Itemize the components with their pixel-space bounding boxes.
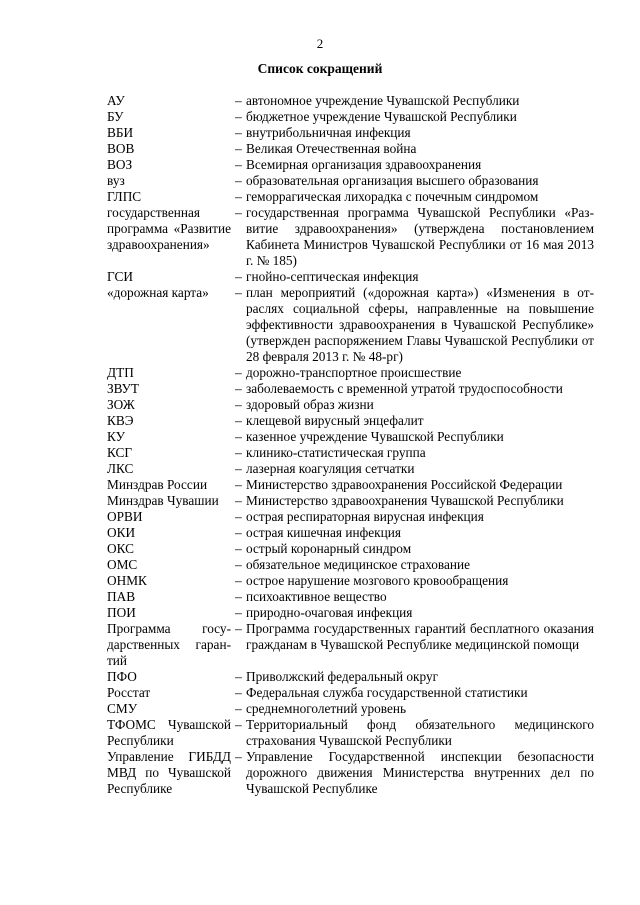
abbreviation-term: ЗВУТ [107,381,139,396]
abbreviation-definition: острая респираторная вирусная инфекция [246,509,484,524]
abbreviation-row [107,189,594,205]
abbreviation-definition: природно-очаговая инфекция [246,605,413,620]
abbreviation-definition: среднемноголетний уровень [246,701,407,716]
abbreviation-term: ТФОМС Чувашской Республики [107,717,231,748]
abbreviation-dash: – [235,429,242,444]
abbreviation-term: ГЛПС [107,189,142,204]
abbreviation-term: ДТП [107,365,134,380]
abbreviation-term: «дорожная карта» [107,285,209,300]
abbreviation-term: СМУ [107,701,138,716]
abbreviation-definition: психоактивное вещество [246,589,387,604]
abbreviation-row [107,445,594,461]
abbreviation-dash: – [235,93,242,108]
abbreviation-definition: острая кишечная инфекция [246,525,401,540]
abbreviation-row [107,125,594,141]
abbreviation-term: КВЭ [107,413,134,428]
abbreviation-definition: заболеваемость с временной утратой трудоспособности [246,381,563,396]
page-number: 2 [316,36,324,51]
abbreviation-row [107,93,594,109]
abbreviation-dash: – [235,717,242,732]
abbreviation-dash: – [235,141,242,156]
abbreviation-dash: – [235,541,242,556]
abbreviation-row [107,701,594,717]
abbreviation-definition: Великая Отечественная война [246,141,417,156]
abbreviation-definition: государственная программа Чувашской Республики «Развитие здравоохранения» (утверждена постановлением Кабинета Министров Чувашской Республики от 16 мая 2013 г. № 185) [246,205,594,268]
abbreviation-row [107,477,594,493]
abbreviation-term: ОМС [107,557,138,572]
abbreviation-dash: – [235,685,242,700]
abbreviation-dash: – [235,125,242,140]
abbreviation-term: Управление ГИБДД МВД по Чувашской Республике [107,749,231,796]
abbreviation-row [107,173,594,189]
abbreviation-row [107,749,594,797]
abbreviation-definition: дорожно-транспортное происшествие [246,365,462,380]
abbreviation-definition: острый коронарный синдром [246,541,412,556]
abbreviation-row [107,669,594,685]
abbreviation-term: ГСИ [107,269,133,284]
abbreviation-dash: – [235,269,242,284]
abbreviation-dash: – [235,173,242,188]
abbreviation-definition: клещевой вирусный энцефалит [246,413,424,428]
abbreviation-row [107,381,594,397]
abbreviation-row [107,557,594,573]
abbreviation-dash: – [235,525,242,540]
abbreviation-dash: – [235,109,242,124]
abbreviation-row [107,429,594,445]
abbreviation-definition: Территориальный фонд обязательного медицинского страхования Чувашской Республики [246,717,594,748]
abbreviation-dash: – [235,589,242,604]
abbreviation-dash: – [235,461,242,476]
abbreviation-term: ОКС [107,541,135,556]
abbreviation-definition: Приволжский федеральный округ [246,669,439,684]
abbreviation-row [107,269,594,285]
abbreviation-definition: Программа государственных гарантий бесплатного оказания гражданам в Чувашской Республике медицинской помощи [246,621,594,652]
abbreviation-row [107,109,594,125]
abbreviation-dash: – [235,669,242,684]
abbreviation-definition: здоровый образ жизни [246,397,374,412]
abbreviation-definition: образовательная организация высшего образования [246,173,539,188]
abbreviation-row [107,685,594,701]
abbreviation-dash: – [235,605,242,620]
abbreviation-dash: – [235,477,242,492]
abbreviation-term: ВОВ [107,141,135,156]
abbreviation-row [107,141,594,157]
abbreviation-dash: – [235,701,242,716]
abbreviation-term: ЛКС [107,461,134,476]
abbreviation-dash: – [235,621,242,636]
abbreviation-row [107,157,594,173]
abbreviation-row [107,285,594,365]
abbreviation-term: ЗОЖ [107,397,135,412]
abbreviation-term: ОРВИ [107,509,143,524]
abbreviation-definition: Федеральная служба государственной статистики [246,685,528,700]
abbreviation-term: АУ [107,93,125,108]
document-title: Список сокращений [257,61,383,76]
abbreviation-definition: острое нарушение мозгового кровообращения [246,573,509,588]
abbreviation-term: ПАВ [107,589,136,604]
abbreviation-row [107,413,594,429]
abbreviation-term: ПОИ [107,605,136,620]
abbreviation-definition: автономное учреждение Чувашской Республики [246,93,520,108]
abbreviation-definition: казенное учреждение Чувашской Республики [246,429,504,444]
abbreviation-term: КУ [107,429,126,444]
abbreviation-dash: – [235,189,242,204]
abbreviation-dash: – [235,445,242,460]
abbreviation-row [107,205,594,269]
abbreviation-row [107,461,594,477]
abbreviation-definition: Управление Государственной инспекции безопасности дорожного движения Министерства внутренних дел по Чувашской Республике [246,749,594,796]
abbreviation-row [107,493,594,509]
abbreviation-definition: бюджетное учреждение Чувашской Республики [246,109,517,124]
abbreviation-dash: – [235,397,242,412]
abbreviation-dash: – [235,365,242,380]
abbreviation-row [107,605,594,621]
abbreviation-term: БУ [107,109,124,124]
abbreviation-definition: гнойно-септическая инфекция [246,269,419,284]
abbreviation-term: ПФО [107,669,137,684]
abbreviation-definition: Всемирная организация здравоохранения [246,157,482,172]
abbreviation-dash: – [235,557,242,572]
abbreviation-row [107,573,594,589]
abbreviation-dash: – [235,509,242,524]
abbreviation-term: КСГ [107,445,133,460]
abbreviation-term: Программа государственных гарантий [107,621,231,668]
abbreviation-row [107,621,594,669]
abbreviation-term: ОНМК [107,573,147,588]
abbreviation-row [107,365,594,381]
abbreviation-dash: – [235,381,242,396]
abbreviation-row [107,509,594,525]
abbreviation-definition: лазерная коагуляция сетчатки [246,461,415,476]
abbreviation-dash: – [235,157,242,172]
abbreviation-term: Минздрав России [107,477,208,492]
abbreviation-dash: – [235,413,242,428]
abbreviation-dash: – [235,749,242,764]
abbreviation-definition: внутрибольничная инфекция [246,125,411,140]
abbreviation-term: ВБИ [107,125,134,140]
abbreviation-row [107,589,594,605]
abbreviation-term: Росстат [107,685,151,700]
abbreviation-list [107,93,594,797]
abbreviation-term: ОКИ [107,525,136,540]
abbreviation-definition: Министерство здравоохранения Российской Федерации [246,477,563,492]
abbreviation-dash: – [235,493,242,508]
abbreviation-term: вуз [107,173,125,188]
abbreviation-term: Минздрав Чувашии [107,493,219,508]
abbreviation-definition: геморрагическая лихорадка с почечным синдромом [246,189,539,204]
abbreviation-row [107,717,594,749]
abbreviation-definition: клинико-статистическая группа [246,445,426,460]
abbreviation-dash: – [235,285,242,300]
abbreviation-definition: обязательное медицинское страхование [246,557,471,572]
abbreviation-row [107,541,594,557]
abbreviation-term: государственная программа «Развитие здравоохранения» [107,205,231,252]
abbreviation-row [107,525,594,541]
abbreviation-term: ВОЗ [107,157,133,172]
abbreviation-definition: Министерство здравоохранения Чувашской Республики [246,493,564,508]
abbreviation-dash: – [235,205,242,220]
abbreviation-definition: план мероприятий («дорожная карта») «Изменения в отраслях социальной сферы, направленные на повышение эффективности здравоохранения в Чувашской Республике» (утвержден распоряжением Главы Чувашской Республики от 28 февраля 2013 г. № 48-рг) [246,285,594,364]
abbreviation-row [107,397,594,413]
abbreviation-dash: – [235,573,242,588]
